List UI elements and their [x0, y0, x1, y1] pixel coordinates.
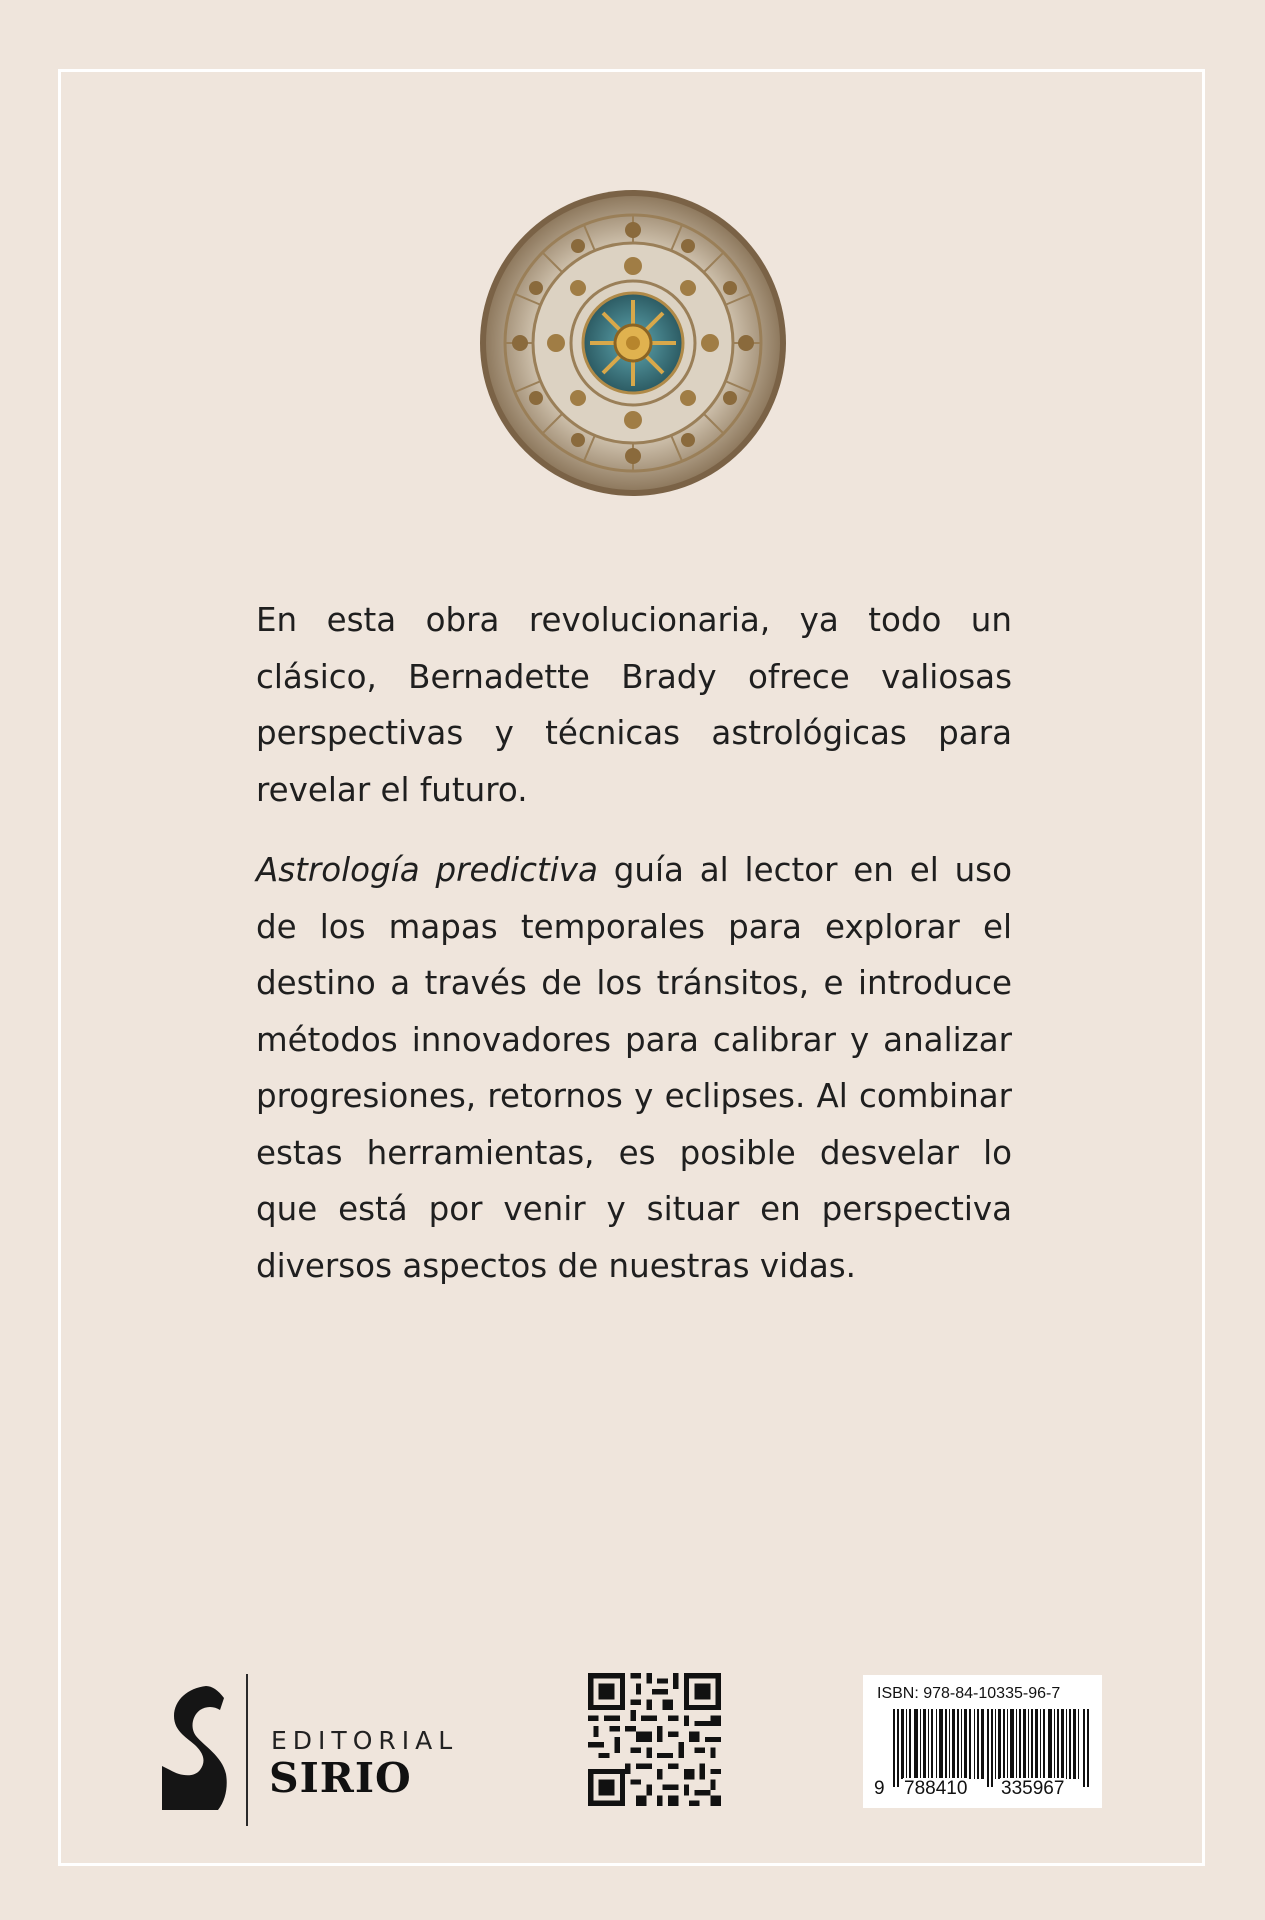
- swan-logo-icon: [162, 1686, 228, 1810]
- isbn-label: ISBN: 978-84-10335-96-7: [877, 1685, 1061, 1702]
- publisher-name: SIRIO: [269, 1754, 412, 1802]
- barcode-bars-icon: [893, 1709, 1093, 1787]
- back-cover-blurb: [256, 592, 1012, 1318]
- barcode-digits-right: 335967: [1001, 1778, 1065, 1799]
- qr-code-icon: [588, 1673, 721, 1806]
- blurb-paragraph-2: [256, 842, 1012, 1294]
- publisher-logo: [162, 1674, 462, 1826]
- logo-divider: [246, 1674, 248, 1826]
- zodiac-wheel-illustration: [478, 188, 788, 498]
- book-title-italic: Astrología predictiva: [256, 851, 598, 889]
- blurb-paragraph-2-text: guía al lector en el uso de los mapas temporales para explorar el destino a través de los tránsitos, e introduce métodos innovadores para calibrar y analizar progresiones, retornos y eclipses. Al combinar estas herramientas, es posible desvelar lo que está por venir y situar en perspectiva diversos aspectos de nuestras vidas.: [256, 851, 1012, 1285]
- publisher-editorial-label: EDITORIAL: [271, 1726, 459, 1755]
- isbn-barcode: [863, 1675, 1102, 1808]
- barcode-digits-left: 788410: [904, 1778, 968, 1799]
- blurb-paragraph-1: En esta obra revolucionaria, ya todo un clásico, Bernadette Brady ofrece valiosas perspectivas y técnicas astrológicas para revelar el futuro.: [256, 601, 1012, 809]
- barcode-digit-first: 9: [874, 1778, 885, 1799]
